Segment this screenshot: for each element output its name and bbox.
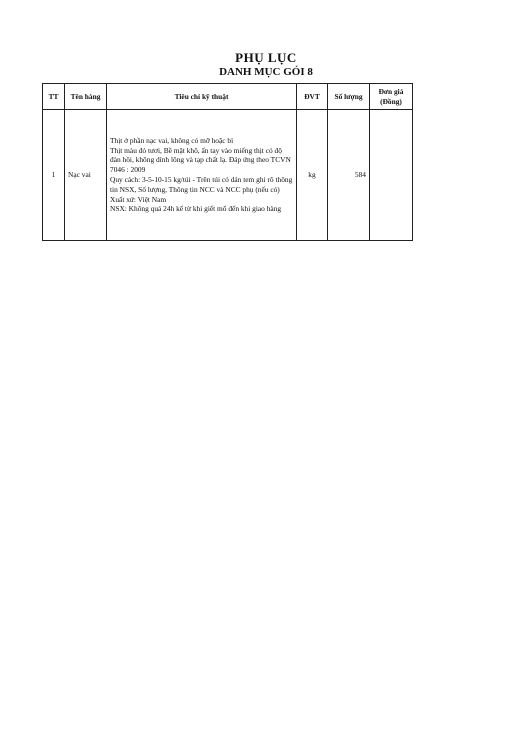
table-header-row xyxy=(43,84,413,110)
spec-line: Thịt ở phần nạc vai, không có mỡ hoặc bì xyxy=(110,135,234,145)
column-header-qty: Số lượng xyxy=(328,84,370,110)
column-header-name: Tên hàng xyxy=(65,84,107,110)
column-header-spec: Tiêu chí kỹ thuật xyxy=(107,84,297,110)
table-row xyxy=(43,110,413,241)
spec-line: Thịt màu đỏ tươi, Bề mặt khô, ấn tay vào miếng thịt có độ đàn hồi, không dính lông và tạp chất lạ. Đáp ứng theo TCVN 7046 : 2009 xyxy=(110,145,291,175)
document-subtitle: DANH MỤC GÓI 8 xyxy=(219,66,313,78)
column-header-price: Đơn giá (Đồng) xyxy=(370,84,413,110)
cell-spec xyxy=(107,110,297,241)
document-title: PHỤ LỤC xyxy=(235,50,297,65)
cell-qty: 584 xyxy=(328,110,370,241)
cell-unit: kg xyxy=(297,110,328,241)
cell-price xyxy=(370,110,413,241)
spec-line: Xuất xứ: Việt Nam xyxy=(110,194,167,204)
cell-tt: 1 xyxy=(43,110,65,241)
column-header-unit: ĐVT xyxy=(297,84,328,110)
item-table xyxy=(42,83,413,241)
column-header-tt: TT xyxy=(43,84,65,110)
spec-line: Quy cách: 3-5-10-15 kg/túi - Trên túi có dán tem ghi rõ thông tin NSX, Số lượng, Thông tin NCC và NCC phụ (nếu có) xyxy=(110,175,293,194)
cell-name: Nạc vai xyxy=(65,110,107,241)
spec-line: NSX: Không quá 24h kể từ khi giết mổ đến khi giao hàng xyxy=(110,204,282,214)
